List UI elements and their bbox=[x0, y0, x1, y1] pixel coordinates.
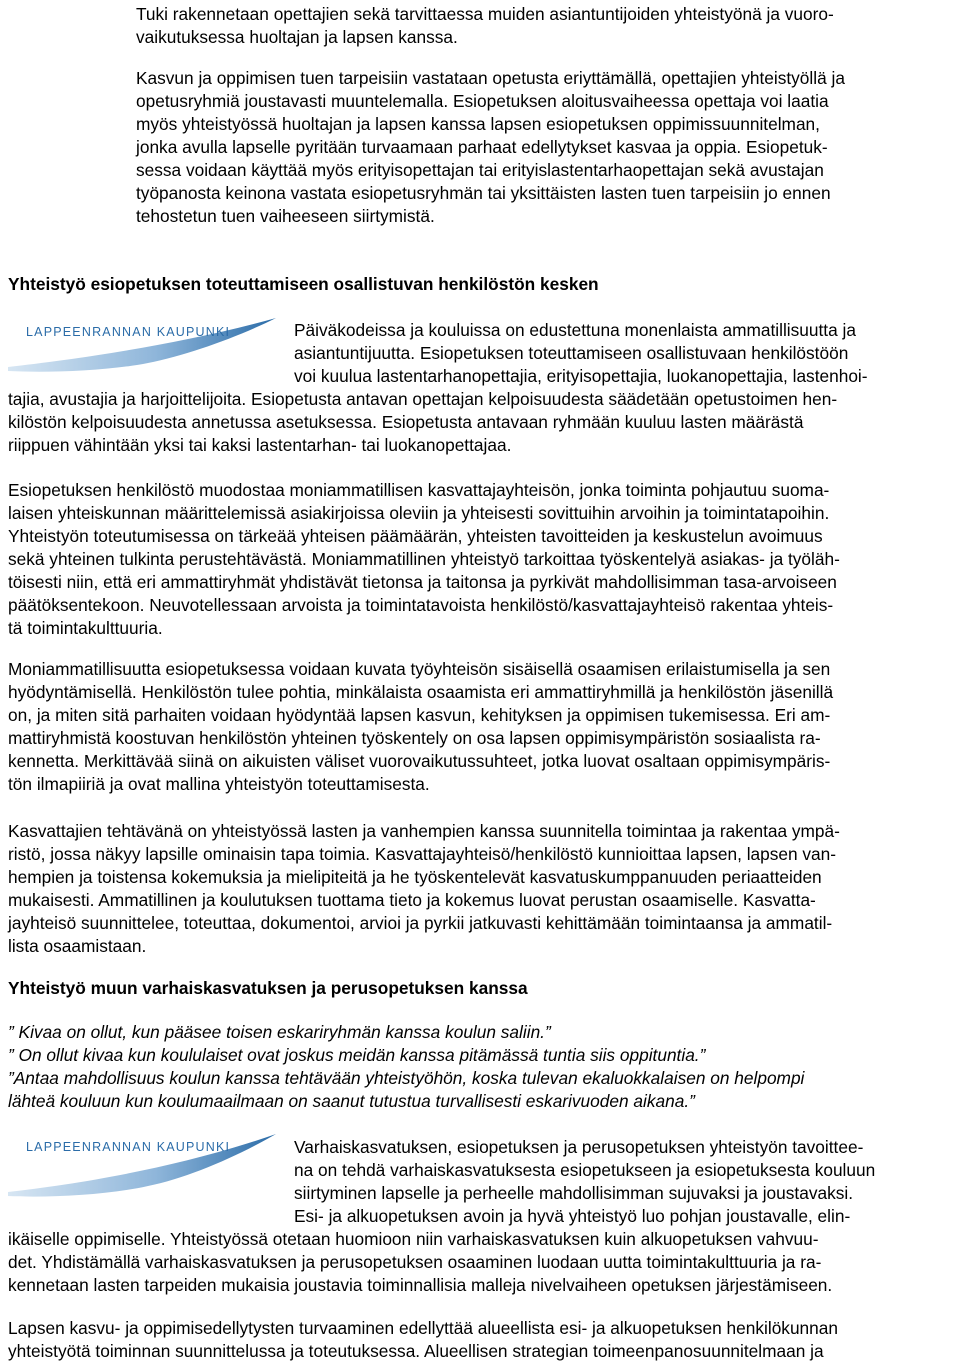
text-line: tä toimintakulttuuria. bbox=[8, 618, 163, 638]
text-line: myös yhteistyössä huoltajan ja lapsen kanssa lapsen esiopetuksen oppimissuunnitelman, bbox=[136, 114, 820, 134]
text-line: voi kuulua lastentarhanopettajia, erityisopettajia, luokanopettajia, lastenhoi- bbox=[294, 366, 868, 386]
text-line: päätöksentekoon. Neuvotellessaan arvoista ja toimintatavoista henkilöstö/kasvattajayhteisö rakentaa yhteis- bbox=[8, 595, 834, 615]
text-line: Päiväkodeissa ja kouluissa on edustettuna monenlaista ammatillisuutta ja bbox=[294, 320, 856, 340]
text-line: Moniammatillisuutta esiopetuksessa voidaan kuvata työyhteisön sisäisellä osaamisen erilaistumisella ja sen bbox=[8, 659, 831, 679]
text-line: työpanosta keinona vastata esiopetusryhmän tai yksittäisten lasten tuen tarpeisiin jo ennen bbox=[136, 183, 831, 203]
quote-line: ”Antaa mahdollisuus koulun kanssa tehtävään yhteistyöhön, koska tulevan ekaluokkalaisen on helpompi bbox=[8, 1068, 805, 1088]
text-line: Lapsen kasvu- ja oppimisedellytysten turvaaminen edellyttää alueellista esi- ja alkuopetuksen henkilökunnan bbox=[8, 1318, 838, 1338]
text-line: vaikutuksessa huoltajan ja lapsen kanssa. bbox=[136, 27, 458, 47]
text-line: jonka avulla lapselle pyritään turvaamaan parhaat edellytykset kasvaa ja oppia. Esiopetuk- bbox=[136, 137, 828, 157]
text-line: yhteistyötä toiminnan suunnittelussa ja toteutuksessa. Alueellisen strategian toimeenpanosuunnitelmaan ja bbox=[8, 1341, 824, 1361]
text-line: ristö, jossa näkyy lapsille ominaisin tapa toimia. Kasvattajayhteisö/henkilöstö kunnioittaa lapsen, lapsen van- bbox=[8, 844, 837, 864]
text-line: lista osaamistaan. bbox=[8, 936, 147, 956]
text-line: riippuen vähintään yksi tai kaksi lastentarhan- tai luokanopettajaa. bbox=[8, 435, 512, 455]
text-line: sessa voidaan käyttää myös erityisopettajan tai erityislastentarhaopettajan sekä avustajan bbox=[136, 160, 824, 180]
text-line: mattiryhmistä koostuvan henkilöstön yhteinen työskentely on osa lapsen oppimisympäristön sosiaalista ra- bbox=[8, 728, 821, 748]
text-line: Tuki rakennetaan opettajien sekä tarvittaessa muiden asiantuntijoiden yhteistyönä ja vuoro- bbox=[136, 4, 834, 24]
text-line: Esiopetuksen henkilöstö muodostaa moniammatillisen kasvattajayhteisön, jonka toiminta pohjautuu suoma- bbox=[8, 480, 830, 500]
text-line: tajia, avustajia ja harjoittelijoita. Esiopetusta antavan opettajan kelpoisuudesta säädetään opetustoimen hen- bbox=[8, 389, 838, 409]
text-line: laisen yhteiskunnan määrittelemissä asiakirjoissa oleviin ja yhteisesti sovittuihin arvoihin ja toimintatapoihin. bbox=[8, 503, 830, 523]
city-logo bbox=[8, 315, 280, 377]
text-line: Esi- ja alkuopetuksen avoin ja hyvä yhteistyö luo pohjan joustavalle, elin- bbox=[294, 1206, 851, 1226]
text-line: Kasvattajien tehtävänä on yhteistyössä lasten ja vanhempien kanssa suunnitella toimintaa ja rakentaa ympä- bbox=[8, 821, 840, 841]
quote-line: ” On ollut kivaa kun koululaiset ovat joskus meidän kanssa pitämässä tuntia siis oppituntia.” bbox=[8, 1045, 706, 1065]
quote-line: ” Kivaa on ollut, kun pääsee toisen eskariryhmän kanssa koulun saliin.” bbox=[8, 1022, 551, 1042]
text-line: töisesti niin, että eri ammattiryhmät yhdistävät tietonsa ja taitonsa ja pyrkivät mahdollisimman tasa-arvoiseen bbox=[8, 572, 837, 592]
text-line: sekä yhteinen tulkinta perustehtävästä. Moniammatillinen yhteistyö tarkoittaa työskentelyä asiakas- ja työläh- bbox=[8, 549, 840, 569]
text-line: siirtyminen lapselle ja perheelle mahdollisimman sujuvaksi ja joustavaksi. bbox=[294, 1183, 854, 1203]
text-line: ikäiselle oppimiselle. Yhteistyössä otetaan huomioon niin varhaiskasvatuksen kuin alkuopetuksen vahvuu- bbox=[8, 1229, 819, 1249]
text-line: Kasvun ja oppimisen tuen tarpeisiin vastataan opetusta eriyttämällä, opettajien yhteistyöllä ja bbox=[136, 68, 845, 88]
text-line: tehostetun tuen vaiheeseen siirtymistä. bbox=[136, 206, 435, 226]
text-line: Varhaiskasvatuksen, esiopetuksen ja perusopetuksen yhteistyön tavoittee- bbox=[294, 1137, 864, 1157]
city-logo bbox=[8, 1130, 280, 1202]
text-line: hempien ja toistensa kokemuksia ja mielipiteitä ja he työskentelevät kasvatuskumppanuuden periaatteiden bbox=[8, 867, 822, 887]
text-line: kennetta. Merkittävää siinä on aikuisten väliset vuorovaikutussuhteet, jotka luovat osaltaan oppimisympäris- bbox=[8, 751, 831, 771]
section-heading: Yhteistyö muun varhaiskasvatuksen ja perusopetuksen kanssa bbox=[8, 978, 528, 998]
logo-text: LAPPEENRANNAN KAUPUNKI bbox=[26, 1140, 231, 1154]
text-line: on, ja miten sitä parhaiten voidaan hyödyntää lapsen kasvun, kehityksen ja oppimisen tukemisessa. Eri am- bbox=[8, 705, 831, 725]
logo-text: LAPPEENRANNAN KAUPUNKI bbox=[26, 325, 231, 339]
section-heading: Yhteistyö esiopetuksen toteuttamiseen osallistuvan henkilöstön kesken bbox=[8, 274, 599, 294]
text-line: mukaisesti. Ammatillinen ja koulutuksen tuottama tieto ja kokemus luovat perustan osaamiselle. Kasvatta- bbox=[8, 890, 816, 910]
text-line: hyödyntämisellä. Henkilöstön tulee pohtia, minkälaista osaamista eri ammattiryhmillä ja henkilöstön jäsenillä bbox=[8, 682, 834, 702]
text-line: jayhteisö suunnittelee, toteuttaa, dokumentoi, arvioi ja pyrkii jatkuvasti kehittämään toimintaansa ja ammatil- bbox=[8, 913, 833, 933]
text-line: na on tehdä varhaiskasvatuksesta esiopetukseen ja esiopetuksesta kouluun bbox=[294, 1160, 876, 1180]
text-line: tön ilmapiiriä ja ovat mallina yhteistyön toteuttamisesta. bbox=[8, 774, 430, 794]
text-line: kilöstön kelpoisuudesta annetussa asetuksessa. Esiopetusta antavaan ryhmään kuuluu lasten määrästä bbox=[8, 412, 804, 432]
text-line: opetusryhmiä joustavasti muuntelemalla. Esiopetuksen aloitusvaiheessa opettaja voi laatia bbox=[136, 91, 829, 111]
text-line: kennetaan lasten tarpeiden mukaisia joustavia toiminnallisia malleja nivelvaiheen opetuksen järjestämiseen. bbox=[8, 1275, 833, 1295]
text-line: asiantuntijuutta. Esiopetuksen toteuttamiseen osallistuvaan henkilöstöön bbox=[294, 343, 849, 363]
text-line: det. Yhdistämällä varhaiskasvatuksen ja perusopetuksen osaaminen luodaan uutta toimintakulttuuria ja ra- bbox=[8, 1252, 822, 1272]
text-line: Yhteistyön toteutumisessa on tärkeää yhteisen päämäärän, yhteisten tavoitteiden ja keskustelun avoimuus bbox=[8, 526, 823, 546]
quote-line: lähteä kouluun kun koulumaailmaan on saanut tutustua turvallisesti eskarivuoden aikana.” bbox=[8, 1091, 695, 1111]
